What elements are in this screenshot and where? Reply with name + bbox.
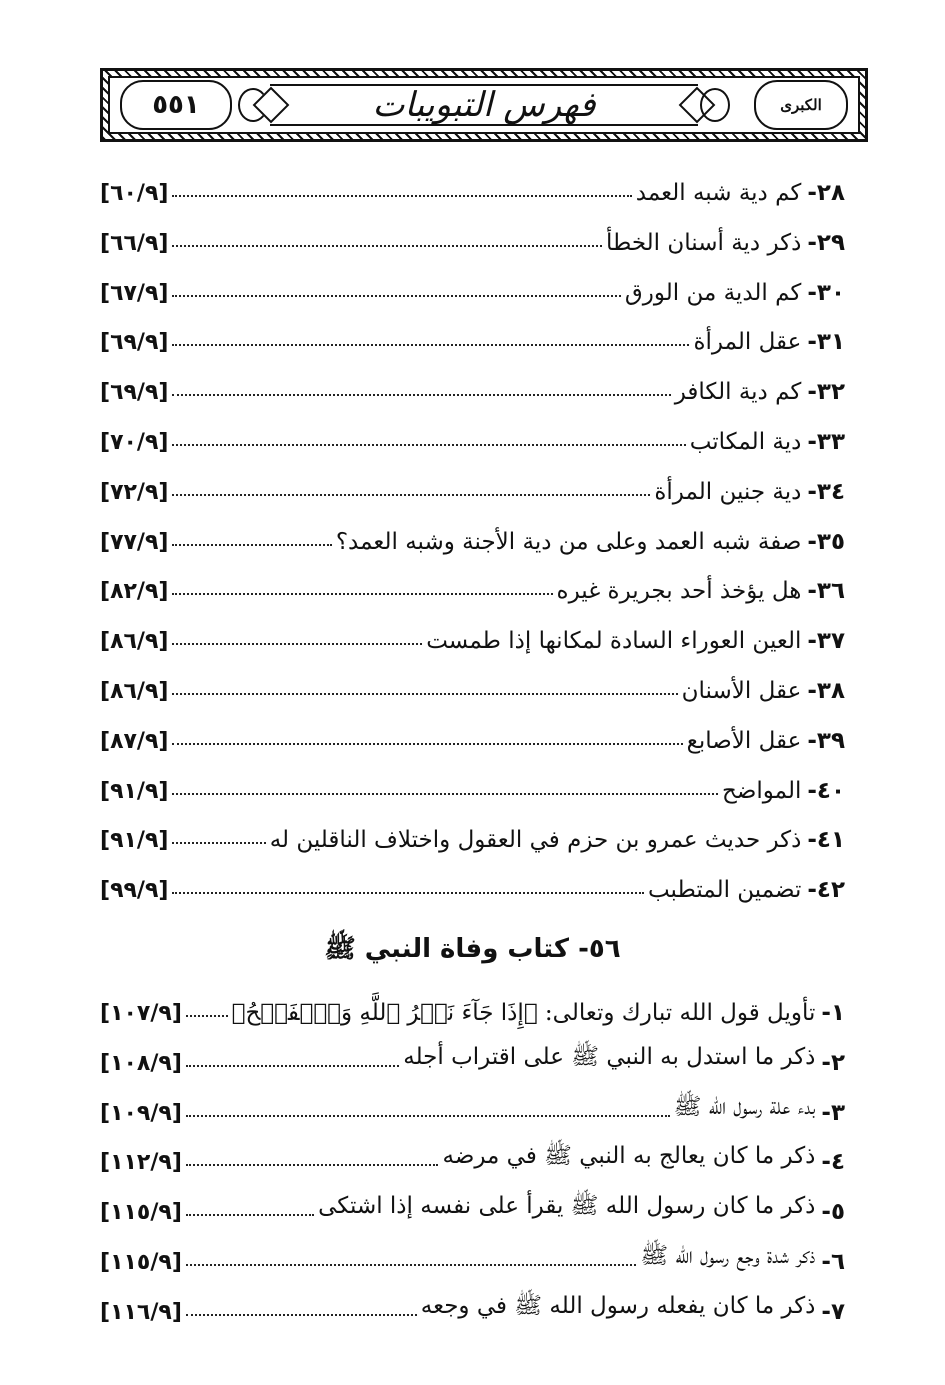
entry-reference: [١١٦/٩] bbox=[100, 1299, 182, 1325]
entry-reference: [٩١/٩] bbox=[100, 828, 169, 854]
entry-reference: [٧٢/٩] bbox=[100, 479, 169, 505]
toc-entry bbox=[100, 168, 845, 206]
entry-reference: [٦٩/٩] bbox=[100, 330, 169, 356]
toc-entry bbox=[100, 666, 845, 704]
entry-number: ١- bbox=[821, 1000, 845, 1026]
entry-reference: [٨٦/٩] bbox=[100, 679, 169, 704]
ornament-icon bbox=[700, 88, 730, 122]
entry-title: دية المكاتب bbox=[689, 429, 802, 455]
entry-title: ذكر ما استدل به النبي ﷺ على اقتراب أجله bbox=[403, 1043, 816, 1070]
entry-number: ٥- bbox=[821, 1199, 845, 1226]
entry-number: ٧- bbox=[821, 1298, 845, 1325]
entry-number: ٣٤- bbox=[807, 478, 845, 505]
entry-reference: [١٠٩/٩] bbox=[100, 1100, 182, 1126]
entry-number: ٢٨- bbox=[807, 180, 845, 206]
entry-number: ٤٢- bbox=[807, 877, 845, 904]
entry-reference: [٦٠/٩] bbox=[100, 181, 169, 206]
toc-entry bbox=[100, 317, 845, 355]
entry-title: ذكر ما كان يعالج به النبي ﷺ في مرضه bbox=[442, 1143, 816, 1170]
entry-reference: [٨٧/٩] bbox=[100, 728, 169, 754]
dot-leader bbox=[172, 643, 422, 645]
toc-entry bbox=[100, 988, 845, 1026]
entry-reference: [٧٧/٩] bbox=[100, 529, 169, 555]
entry-number: ٦- bbox=[821, 1249, 845, 1275]
dot-leader bbox=[172, 394, 670, 396]
entry-reference: [٨٢/٩] bbox=[100, 579, 169, 605]
toc-entry bbox=[100, 566, 845, 604]
dot-leader bbox=[186, 1015, 228, 1017]
toc-entry bbox=[100, 716, 845, 754]
dot-leader bbox=[172, 444, 685, 446]
entry-number: ٤١- bbox=[807, 827, 845, 854]
entry-reference: [١١٥/٩] bbox=[100, 1250, 182, 1275]
entry-number: ٣٩- bbox=[807, 727, 845, 754]
entry-reference: [٦٧/٩] bbox=[100, 280, 169, 306]
entry-reference: [١١٢/٩] bbox=[100, 1150, 182, 1176]
dot-leader bbox=[186, 1065, 399, 1067]
toc-entry bbox=[100, 1287, 845, 1325]
toc-entry bbox=[100, 467, 845, 505]
dot-leader bbox=[186, 1214, 314, 1216]
toc-entry bbox=[100, 1038, 845, 1076]
entry-title: ذكر ما كان رسول الله ﷺ يقرأ على نفسه إذا اشتكى bbox=[318, 1193, 816, 1220]
dot-leader bbox=[172, 593, 552, 595]
dot-leader bbox=[186, 1115, 670, 1117]
dot-leader bbox=[172, 842, 265, 844]
dot-leader bbox=[172, 693, 677, 695]
entry-number: ٣٠- bbox=[807, 279, 845, 306]
entry-reference: [١٠٧/٩] bbox=[100, 1001, 182, 1026]
toc-entry bbox=[100, 417, 845, 455]
toc-entry bbox=[100, 1088, 845, 1126]
entry-title: هل يؤخذ أحد بجريرة غيره bbox=[556, 578, 802, 605]
toc-entry bbox=[100, 367, 845, 405]
dot-leader bbox=[172, 494, 650, 496]
entry-title: كم دية الكافر bbox=[674, 379, 802, 406]
entry-number: ٣٢- bbox=[807, 379, 845, 406]
section-heading: ٥٦- كتاب وفاة النبي ﷺ bbox=[324, 934, 621, 964]
dot-leader bbox=[172, 195, 631, 197]
entry-title: كم الدية من الورق bbox=[624, 279, 802, 306]
dot-leader bbox=[186, 1314, 417, 1316]
entry-title: تضمين المتطبب bbox=[647, 877, 802, 904]
entry-title: ذكر ما كان يفعله رسول الله ﷺ في وجعه bbox=[420, 1292, 816, 1319]
book-badge bbox=[754, 80, 848, 130]
entry-number: ٣١- bbox=[807, 329, 845, 356]
entry-number: ٣٨- bbox=[807, 678, 845, 704]
page-number-badge bbox=[120, 80, 232, 130]
dot-leader bbox=[172, 793, 718, 795]
entry-number: ٣٧- bbox=[807, 628, 845, 655]
title-cartouche bbox=[270, 84, 698, 126]
entry-reference: [١١٥/٩] bbox=[100, 1200, 182, 1226]
toc-entry bbox=[100, 616, 845, 654]
entry-reference: [٩٩/٩] bbox=[100, 878, 169, 904]
entry-title: صفة شبه العمد وعلى من دية الأجنة وشبه العمد؟ bbox=[335, 528, 802, 555]
dot-leader bbox=[172, 743, 682, 745]
dot-leader bbox=[172, 245, 602, 247]
toc-entry bbox=[100, 1187, 845, 1225]
entry-number: ٣٥- bbox=[807, 528, 845, 555]
toc-entry bbox=[100, 268, 845, 306]
page-header bbox=[100, 68, 868, 142]
entry-title: ذكر حديث عمرو بن حزم في العقول واختلاف الناقلين له bbox=[269, 827, 802, 854]
entry-title: المواضح bbox=[722, 777, 802, 804]
entry-number: ٣- bbox=[821, 1099, 845, 1126]
entry-number: ٤٠- bbox=[807, 777, 845, 804]
entry-reference: [٧٠/٩] bbox=[100, 430, 169, 455]
dot-leader bbox=[172, 295, 620, 297]
book-badge-text: الكبرى bbox=[780, 96, 822, 114]
entry-title: عقل المرأة bbox=[693, 329, 802, 356]
toc-entry bbox=[100, 218, 845, 256]
toc-entry bbox=[100, 1237, 845, 1275]
entry-number: ٣٣- bbox=[807, 429, 845, 455]
toc-entry bbox=[100, 766, 845, 804]
entry-number: ٢- bbox=[821, 1049, 845, 1076]
dot-leader bbox=[172, 544, 331, 546]
entry-title: كم دية شبه العمد bbox=[635, 180, 802, 206]
entry-reference: [٨٦/٩] bbox=[100, 629, 169, 655]
entry-title: عقل الأسنان bbox=[681, 678, 802, 704]
entry-number: ٣٦- bbox=[807, 578, 845, 605]
entry-title: تأويل قول الله تبارك وتعالى: ﴿إِذَا جَآءَ نَصۡرُ ٱللَّهِ وَٱلۡفَتۡحُ﴾ bbox=[231, 1000, 816, 1026]
entry-number: ٤- bbox=[821, 1149, 845, 1176]
entry-title: بدء علة رسول الله ﷺ bbox=[673, 1093, 816, 1120]
toc-entry bbox=[100, 517, 845, 555]
dot-leader bbox=[172, 344, 689, 346]
entry-reference: [٩١/٩] bbox=[100, 778, 169, 804]
toc-entry bbox=[100, 1137, 845, 1175]
entry-number: ٢٩- bbox=[807, 229, 845, 256]
entry-title: عقل الأصابع bbox=[686, 727, 802, 754]
dot-leader bbox=[186, 1264, 637, 1266]
dot-leader bbox=[186, 1164, 439, 1166]
entry-title: ذكر شدة وجع رسول الله ﷺ bbox=[640, 1243, 816, 1269]
entry-reference: [٦٩/٩] bbox=[100, 380, 169, 406]
entry-title: دية جنين المرأة bbox=[654, 478, 802, 505]
toc-entry bbox=[100, 815, 845, 853]
dot-leader bbox=[172, 892, 643, 894]
entry-reference: [٦٦/٩] bbox=[100, 230, 169, 256]
entry-title: العين العوراء السادة لمكانها إذا طمست bbox=[426, 628, 802, 655]
header-frame bbox=[108, 76, 860, 134]
page-title: فهرس التبويبات bbox=[372, 85, 596, 125]
entry-title: ذكر دية أسنان الخطأ bbox=[605, 229, 802, 256]
toc-entry bbox=[100, 865, 845, 903]
entry-reference: [١٠٨/٩] bbox=[100, 1050, 182, 1076]
page-number: ٥٥١ bbox=[152, 90, 200, 120]
